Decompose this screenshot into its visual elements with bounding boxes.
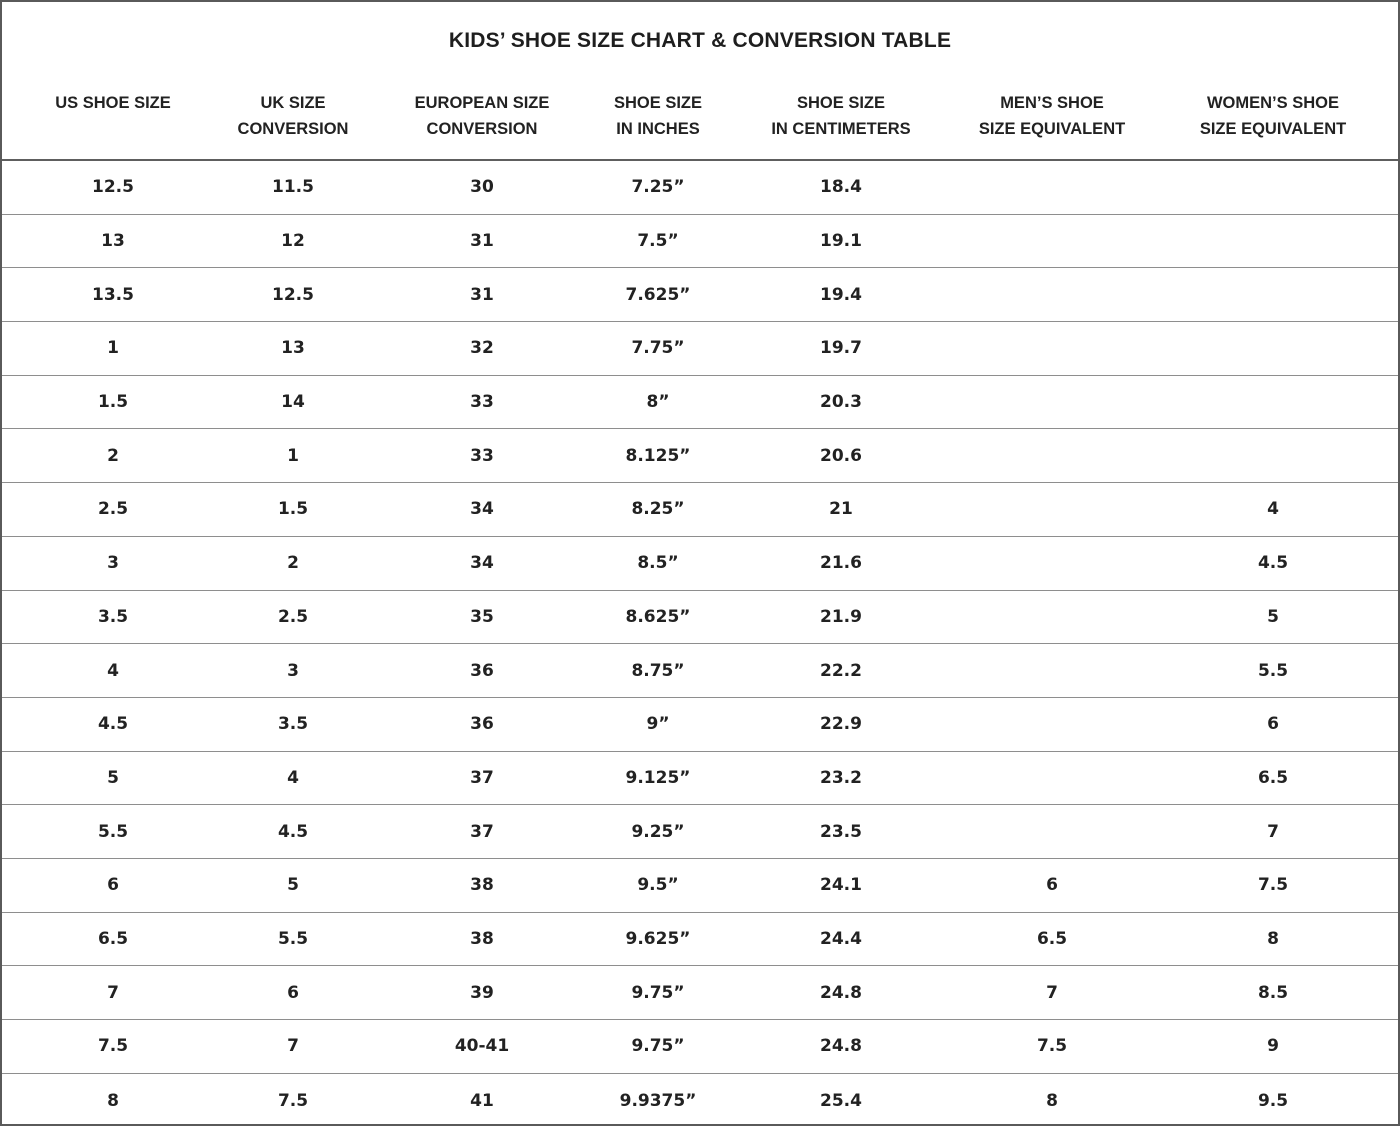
cell-uk-size: 14 [281, 392, 305, 413]
column-header-line1: MEN’S SHOE [1000, 94, 1104, 112]
cell-womens-equivalent: 7.5 [1257, 875, 1289, 896]
cell-us-size: 6.5 [97, 928, 129, 949]
table-row [2, 805, 1398, 859]
table-row [2, 215, 1398, 269]
cell-us-size: 5.5 [97, 821, 129, 842]
table-row [2, 483, 1398, 537]
cell-centimeters: 22.2 [820, 660, 862, 681]
column-header-eu-size [415, 90, 550, 142]
cell-inches: 8” [646, 392, 670, 413]
cell-uk-size: 4 [287, 767, 299, 788]
cell-us-size: 1.5 [97, 392, 129, 413]
column-header-line1: EUROPEAN SIZE [414, 94, 550, 112]
column-header-line1: UK SIZE [260, 94, 326, 112]
cell-centimeters: 19.7 [820, 338, 862, 359]
cell-inches: 9.5” [637, 875, 679, 896]
cell-us-size: 12.5 [92, 177, 134, 198]
table-row [2, 698, 1398, 752]
table-row [2, 859, 1398, 913]
cell-womens-equivalent: 5.5 [1257, 660, 1289, 681]
cell-eu-size: 38 [470, 875, 494, 896]
table-row [2, 268, 1398, 322]
table-row [2, 322, 1398, 376]
table-row [2, 644, 1398, 698]
table-row [2, 429, 1398, 483]
table-header [2, 90, 1398, 160]
cell-eu-size: 35 [470, 606, 494, 627]
cell-centimeters: 23.2 [820, 767, 862, 788]
cell-inches: 9.75” [631, 1036, 685, 1057]
cell-inches: 9.75” [631, 982, 685, 1003]
size-table-body [2, 161, 1398, 1127]
cell-centimeters: 24.1 [820, 875, 862, 896]
cell-uk-size: 7 [287, 1036, 299, 1057]
column-header-mens-equivalent [979, 90, 1125, 142]
cell-eu-size: 33 [470, 392, 494, 413]
cell-us-size: 5 [107, 767, 119, 788]
cell-inches: 9.625” [625, 928, 691, 949]
cell-uk-size: 11.5 [272, 177, 314, 198]
column-header-us-size [55, 90, 171, 116]
cell-eu-size: 40-41 [454, 1036, 510, 1057]
cell-us-size: 13 [101, 231, 125, 252]
table-row [2, 1020, 1398, 1074]
column-header-line1: SHOE SIZE [613, 94, 703, 112]
cell-eu-size: 38 [470, 928, 494, 949]
cell-us-size: 1 [107, 338, 119, 359]
cell-us-size: 7 [107, 982, 119, 1003]
column-header-line2: CONVERSION [237, 120, 349, 138]
cell-uk-size: 13 [281, 338, 305, 359]
cell-us-size: 2 [107, 445, 119, 466]
cell-us-size: 2.5 [97, 499, 129, 520]
cell-eu-size: 37 [470, 821, 494, 842]
table-row [2, 913, 1398, 967]
cell-us-size: 8 [107, 1090, 119, 1111]
cell-centimeters: 21.9 [820, 606, 862, 627]
cell-inches: 9.25” [631, 821, 685, 842]
cell-womens-equivalent: 4.5 [1257, 553, 1289, 574]
column-header-centimeters [771, 90, 910, 142]
column-header-uk-size [238, 90, 349, 142]
cell-womens-equivalent: 6 [1267, 714, 1279, 735]
cell-inches: 7.5” [637, 231, 679, 252]
cell-eu-size: 32 [470, 338, 494, 359]
cell-eu-size: 34 [470, 499, 494, 520]
cell-eu-size: 30 [470, 177, 494, 198]
cell-inches: 7.625” [625, 284, 691, 305]
cell-mens-equivalent: 6.5 [1036, 928, 1068, 949]
column-header-line2: CONVERSION [426, 120, 538, 138]
cell-eu-size: 31 [470, 231, 494, 252]
cell-centimeters: 19.1 [820, 231, 862, 252]
cell-womens-equivalent: 9.5 [1257, 1090, 1289, 1111]
cell-eu-size: 34 [470, 553, 494, 574]
cell-mens-equivalent: 7.5 [1036, 1036, 1068, 1057]
table-row [2, 752, 1398, 806]
cell-centimeters: 21.6 [820, 553, 862, 574]
table-row [2, 966, 1398, 1020]
cell-eu-size: 39 [470, 982, 494, 1003]
cell-us-size: 3.5 [97, 606, 129, 627]
cell-eu-size: 31 [470, 284, 494, 305]
table-row [2, 591, 1398, 645]
cell-inches: 8.625” [625, 606, 691, 627]
cell-centimeters: 18.4 [820, 177, 862, 198]
cell-us-size: 6 [107, 875, 119, 896]
cell-us-size: 4.5 [97, 714, 129, 735]
cell-centimeters: 21 [829, 499, 853, 520]
cell-womens-equivalent: 8 [1267, 928, 1279, 949]
cell-womens-equivalent: 6.5 [1257, 767, 1289, 788]
cell-womens-equivalent: 5 [1267, 606, 1279, 627]
cell-eu-size: 36 [470, 660, 494, 681]
cell-uk-size: 5.5 [277, 928, 309, 949]
cell-inches: 9.125” [625, 767, 691, 788]
cell-eu-size: 33 [470, 445, 494, 466]
table-row [2, 1074, 1398, 1127]
cell-womens-equivalent: 8.5 [1257, 982, 1289, 1003]
cell-inches: 7.25” [631, 177, 685, 198]
cell-centimeters: 24.8 [820, 1036, 862, 1057]
cell-uk-size: 3.5 [277, 714, 309, 735]
cell-centimeters: 25.4 [820, 1090, 862, 1111]
cell-eu-size: 41 [470, 1090, 494, 1111]
cell-us-size: 13.5 [92, 284, 134, 305]
cell-centimeters: 19.4 [820, 284, 862, 305]
table-row [2, 537, 1398, 591]
cell-uk-size: 1.5 [277, 499, 309, 520]
cell-centimeters: 20.3 [820, 392, 862, 413]
cell-centimeters: 20.6 [820, 445, 862, 466]
cell-uk-size: 2.5 [277, 606, 309, 627]
column-header-womens-equivalent [1200, 90, 1346, 142]
cell-uk-size: 1 [287, 445, 299, 466]
column-header-line2: IN CENTIMETERS [771, 120, 911, 138]
cell-inches: 8.5” [637, 553, 679, 574]
cell-centimeters: 24.4 [820, 928, 862, 949]
cell-inches: 7.75” [631, 338, 685, 359]
column-header-line1: SHOE SIZE [796, 94, 886, 112]
cell-us-size: 7.5 [97, 1036, 129, 1057]
cell-eu-size: 37 [470, 767, 494, 788]
cell-uk-size: 5 [287, 875, 299, 896]
cell-mens-equivalent: 6 [1046, 875, 1058, 896]
cell-inches: 9.9375” [619, 1090, 697, 1111]
column-header-line2: SIZE EQUIVALENT [1199, 120, 1347, 138]
cell-uk-size: 4.5 [277, 821, 309, 842]
cell-uk-size: 12.5 [272, 284, 314, 305]
cell-uk-size: 3 [287, 660, 299, 681]
column-header-line1: US SHOE SIZE [55, 94, 171, 112]
cell-us-size: 4 [107, 660, 119, 681]
cell-uk-size: 6 [287, 982, 299, 1003]
column-header-line2: IN INCHES [616, 120, 700, 138]
column-header-inches [614, 90, 702, 142]
cell-uk-size: 2 [287, 553, 299, 574]
cell-uk-size: 7.5 [277, 1090, 309, 1111]
cell-centimeters: 24.8 [820, 982, 862, 1003]
column-header-line2: SIZE EQUIVALENT [978, 120, 1126, 138]
cell-inches: 9” [646, 714, 670, 735]
cell-inches: 8.75” [631, 660, 685, 681]
cell-us-size: 3 [107, 553, 119, 574]
table-row [2, 161, 1398, 215]
cell-centimeters: 23.5 [820, 821, 862, 842]
cell-womens-equivalent: 4 [1267, 499, 1279, 520]
cell-womens-equivalent: 9 [1267, 1036, 1279, 1057]
cell-uk-size: 12 [281, 231, 305, 252]
page-title: KIDS’ SHOE SIZE CHART & CONVERSION TABLE [448, 29, 952, 52]
cell-mens-equivalent: 7 [1046, 982, 1058, 1003]
cell-inches: 8.25” [631, 499, 685, 520]
cell-centimeters: 22.9 [820, 714, 862, 735]
cell-womens-equivalent: 7 [1267, 821, 1279, 842]
table-row [2, 376, 1398, 430]
cell-eu-size: 36 [470, 714, 494, 735]
column-header-line1: WOMEN’S SHOE [1206, 94, 1339, 112]
cell-inches: 8.125” [625, 445, 691, 466]
cell-mens-equivalent: 8 [1046, 1090, 1058, 1111]
